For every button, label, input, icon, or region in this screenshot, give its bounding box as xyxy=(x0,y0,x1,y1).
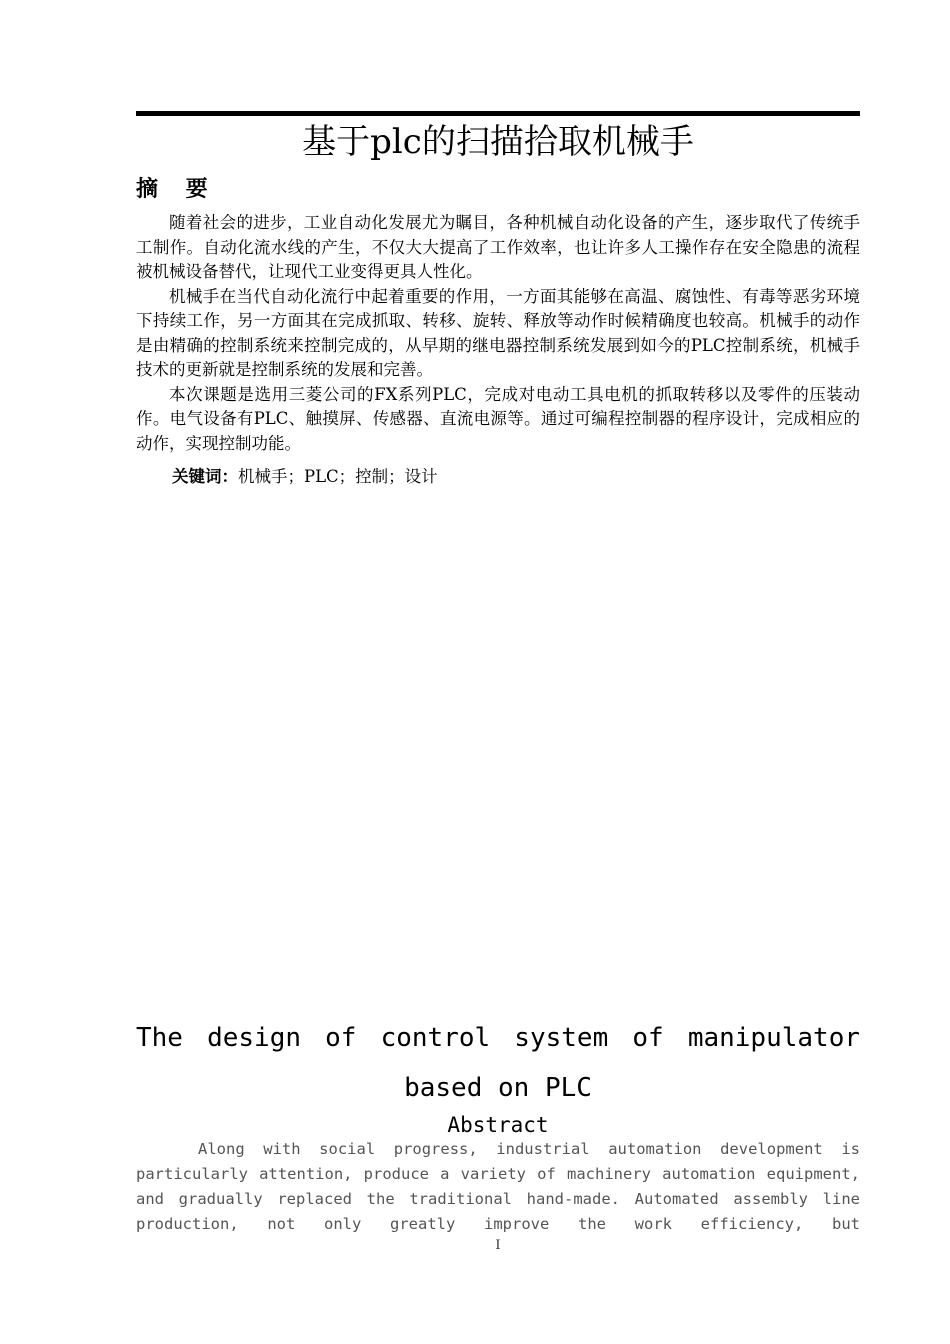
keywords-label: 关键词： xyxy=(172,467,238,486)
english-title: The design of control system of manipulator based on PLC xyxy=(136,1023,860,1103)
keywords-text: 机械手；PLC；控制；设计 xyxy=(238,467,438,486)
chinese-paragraph-3: 本次课题是选用三菱公司的FX系列PLC，完成对电动工具电机的抓取转移以及零件的压装动作。电气设备有PLC、触摸屏、传感器、直流电源等。通过可编程控制器的程序设计，完成相应的动作，实现控制功能。 xyxy=(136,384,860,453)
header-rule xyxy=(136,111,860,116)
chinese-paragraph-2: 机械手在当代自动化流行中起着重要的作用，一方面其能够在高温、腐蚀性、有毒等恶劣环境下持续工作，另一方面其在完成抓取、转移、旋转、释放等动作时候精确度也较高。机械手的动作是由精确的控制系统来控制完成的，从早期的继电器控制系统发展到如今的PLC控制系统，机械手技术的更新就是控制系统的发展和完善。 xyxy=(136,286,860,379)
chinese-keywords xyxy=(172,465,438,489)
page-number: I xyxy=(495,1238,501,1253)
chinese-paragraph-1: 随着社会的进步，工业自动化发展尤为瞩目，各种机械自动化设备的产生，逐步取代了传统手工制作。自动化流水线的产生，不仅大大提高了工作效率，也让许多人工操作存在安全隐患的流程被机械设备替代，让现代工业变得更具人性化。 xyxy=(136,213,860,281)
chinese-title: 基于plc的扫描拾取机械手 xyxy=(302,122,694,162)
chinese-abstract-heading: 摘 要 xyxy=(136,177,218,202)
english-abstract-heading: Abstract xyxy=(447,1113,549,1137)
chinese-abstract-body xyxy=(136,211,860,456)
english-paragraph-1: Along with social progress, industrial automation development is particularly attention, produce a variety of machinery automation equipment, and gradually replaced the traditional hand-made. Automated assembly line production, not only greatly improve the work efficiency, but xyxy=(136,1140,860,1233)
english-abstract-body xyxy=(136,1137,860,1237)
